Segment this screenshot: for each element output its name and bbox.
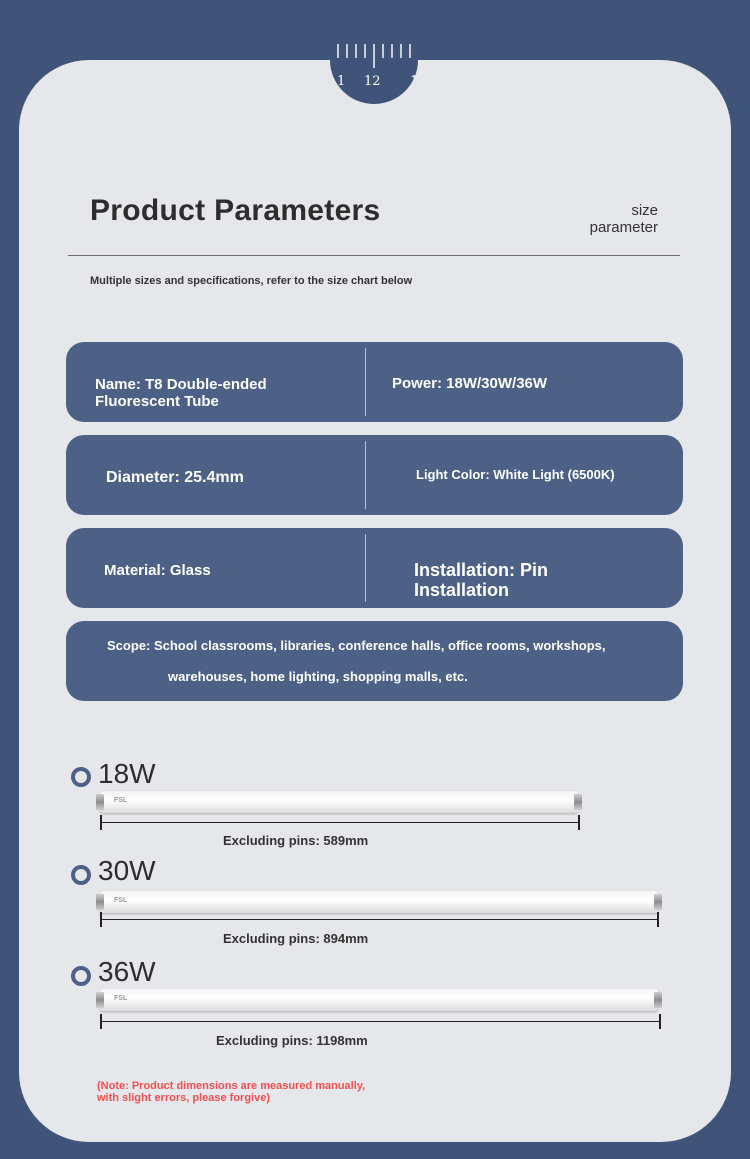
tube-pin-cap — [96, 894, 104, 910]
spec-scope-line-2: warehouses, home lighting, shopping malls, etc. — [168, 669, 468, 684]
tube-length-label: Excluding pins: 589mm — [223, 833, 369, 848]
tube-brand: FSL — [114, 897, 128, 904]
tube-wattage: 36W — [98, 956, 156, 987]
spec-row-scope — [66, 621, 683, 701]
tube-length-label: Excluding pins: 1198mm — [216, 1033, 368, 1048]
tube-36w — [70, 956, 670, 1056]
spec-divider — [365, 441, 366, 509]
size-chart-note: Multiple sizes and specifications, refer to the size chart below — [90, 275, 413, 287]
spec-name: Name: T8 Double-ended Fluorescent Tube — [95, 376, 267, 410]
page-subtitle — [538, 202, 658, 236]
subtitle-line-2: parameter — [589, 219, 658, 236]
spec-row-material-installation — [66, 528, 683, 608]
bullet-icon — [71, 767, 91, 787]
tube-wattage: 30W — [98, 855, 156, 886]
spec-diameter: Diameter: 25.4mm — [106, 469, 244, 486]
spec-row-name-power — [66, 342, 683, 422]
spec-power: Power: 18W/30W/36W — [392, 375, 548, 392]
dimension-line — [100, 1021, 661, 1022]
tube-length-label: Excluding pins: 894mm — [223, 931, 369, 946]
spec-row-diameter-color — [66, 435, 683, 515]
bullet-icon — [71, 966, 91, 986]
tube-pin-cap — [96, 992, 104, 1008]
spec-divider — [365, 534, 366, 602]
tube-pin-cap — [96, 794, 104, 810]
spec-light-color: Light Color: White Light (6500K) — [416, 467, 615, 482]
ruler-label-center: 12 — [364, 74, 381, 89]
tube-pin-cap — [574, 794, 582, 810]
ruler-label-right: 1 — [410, 74, 418, 89]
tube-pin-cap — [654, 992, 662, 1008]
tube-18w — [70, 758, 670, 858]
tube-wattage: 18W — [98, 758, 156, 789]
dimension-line — [100, 822, 580, 823]
page-title: Product Parameters — [90, 194, 381, 227]
tube-image — [100, 891, 658, 913]
subtitle-line-1: size — [631, 202, 658, 219]
tube-brand: FSL — [114, 797, 128, 804]
tube-pin-cap — [654, 894, 662, 910]
ruler-icon — [330, 16, 418, 104]
tube-image — [100, 989, 658, 1011]
tube-image — [100, 791, 578, 813]
tube-brand: FSL — [114, 995, 128, 1002]
ruler-label-left: 1 — [337, 74, 346, 89]
measurement-disclaimer: (Note: Product dimensions are measured manually, with slight errors, please forgive) — [97, 1080, 366, 1104]
spec-divider — [365, 348, 366, 416]
dimension-line — [100, 919, 659, 920]
spec-installation: Installation: Pin Installation — [414, 560, 549, 600]
header-divider — [68, 255, 680, 256]
spec-material: Material: Glass — [104, 562, 211, 579]
tube-30w — [70, 855, 670, 955]
bullet-icon — [71, 865, 91, 885]
spec-scope-line-1: Scope: School classrooms, libraries, conference halls, office rooms, workshops, — [107, 638, 606, 653]
